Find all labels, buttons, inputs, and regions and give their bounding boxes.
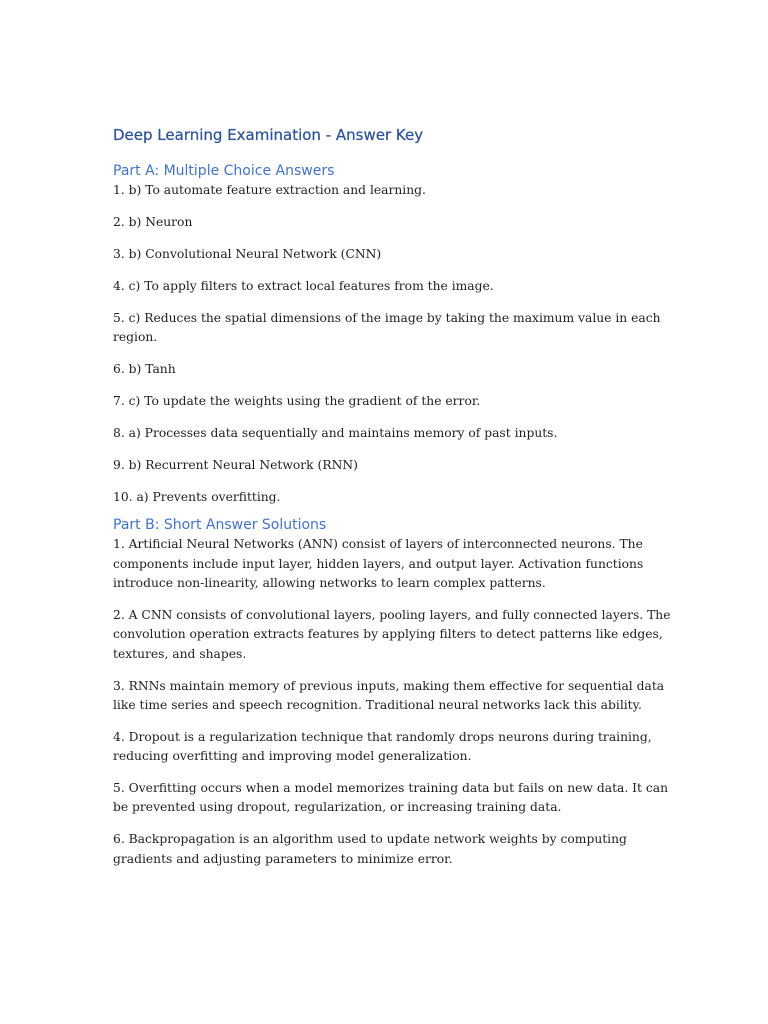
mcq-answer-10: 10. a) Prevents overfitting. [113,490,281,505]
part-b-heading: Part B: Short Answer Solutions [113,517,327,534]
mcq-answer-4: 4. c) To apply filters to extract local features from the image. [113,278,494,293]
mcq-answer-9: 9. b) Recurrent Neural Network (RNN) [113,458,358,473]
short-answer-1: 1. Artificial Neural Networks (ANN) consist of layers of interconnected neurons. The components include input layer, hidden layers, and output layer. Activation functions introduce non-linearity, allowing networks to learn complex patterns. [113,537,644,591]
mcq-answer-7: 7. c) To update the weights using the gradient of the error. [113,394,481,409]
document-page [113,123,673,869]
part-a-heading: Part A: Multiple Choice Answers [113,163,335,179]
short-answer-3: 3. RNNs maintain memory of previous inputs, making them effective for sequential data like time series and speech recognition. Traditional neural networks lack this ability. [113,678,665,712]
short-answer-6: 6. Backpropagation is an algorithm used to update network weights by computing gradients and adjusting parameters to minimize error. [113,832,627,866]
mcq-answer-5: 5. c) Reduces the spatial dimensions of the image by taking the maximum value in each region. [113,310,661,345]
short-answer-5: 5. Overfitting occurs when a model memorizes training data but fails on new data. It can be prevented using dropout, regularization, or increasing training data. [113,781,669,815]
mcq-answer-8: 8. a) Processes data sequentially and maintains memory of past inputs. [113,426,558,441]
short-answer-2: 2. A CNN consists of convolutional layers, pooling layers, and fully connected layers. The convolution operation extracts features by applying filters to detect patterns like edges, textures, and shapes. [113,608,671,661]
multiple-choice-answer-list [113,181,673,507]
mcq-answer-1: 1. b) To automate feature extraction and learning. [113,183,426,197]
short-answer-4: 4. Dropout is a regularization technique that randomly drops neurons during training, reducing overfitting and improving model generalization. [113,729,652,764]
short-answer-list [113,535,673,869]
mcq-answer-2: 2. b) Neuron [113,214,193,229]
mcq-answer-6: 6. b) Tanh [113,362,176,377]
document-title: Deep Learning Examination - Answer Key [113,126,424,144]
mcq-answer-3: 3. b) Convolutional Neural Network (CNN) [113,246,382,261]
